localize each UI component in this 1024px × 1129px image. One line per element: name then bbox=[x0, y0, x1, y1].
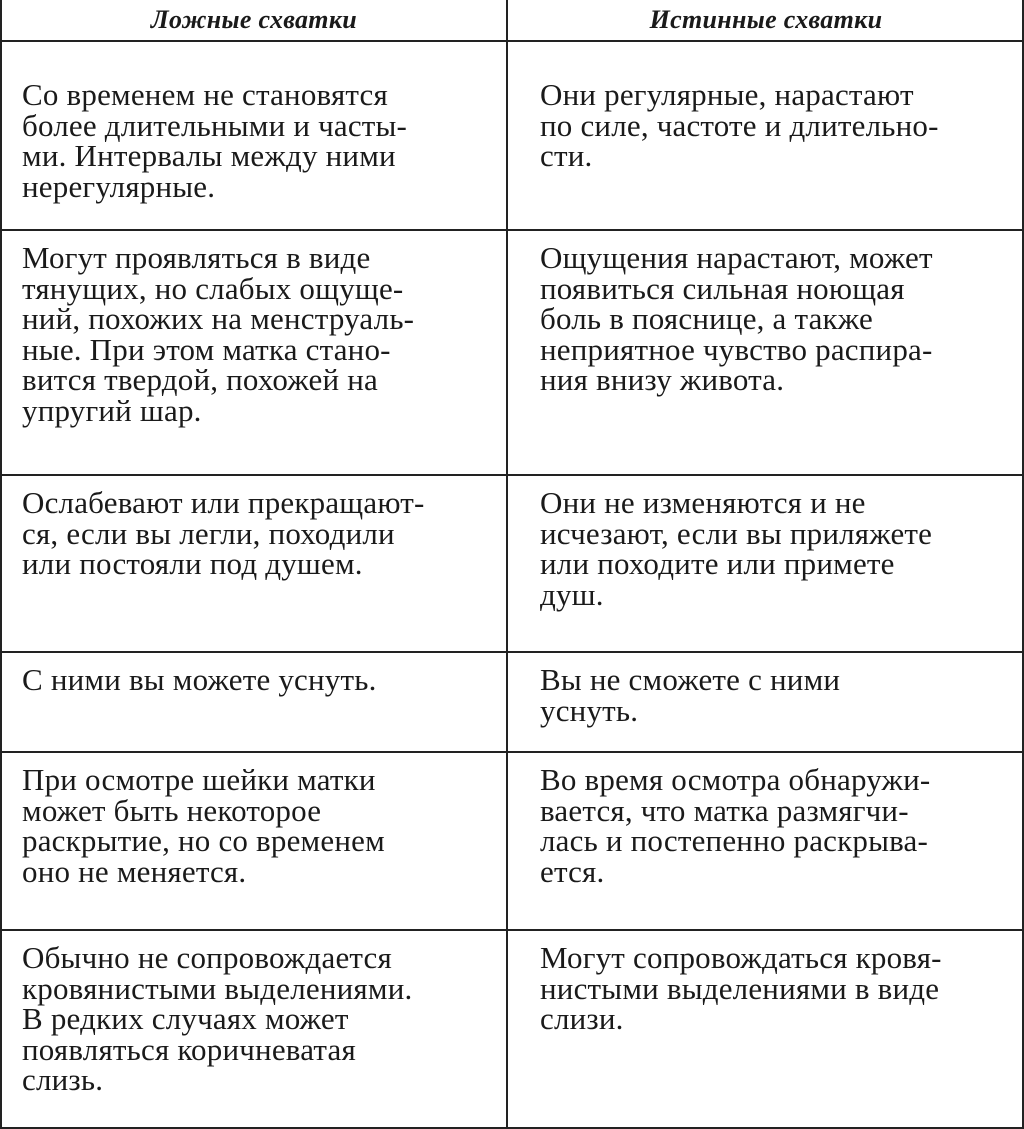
row-3-true: Они не изменяются и не исчезают, если вы приляжете или походите или примете душ. bbox=[508, 476, 1024, 653]
row-6-false: Обычно не сопровождается кровянистыми выделениями. В редких случаях может появляться коричневатая слизь. bbox=[2, 931, 508, 1127]
row-1-true: Они регулярные, нарастают по силе, частоте и длительно- сти. bbox=[508, 42, 1024, 231]
row-3-false: Ослабевают или прекращают- ся, если вы легли, походили или постояли под душем. bbox=[2, 476, 508, 653]
row-1-false: Со временем не становятся более длительными и часты- ми. Интервалы между ними нерегулярные. bbox=[2, 42, 508, 231]
row-4-false: С ними вы можете уснуть. bbox=[2, 653, 508, 753]
row-2-false: Могут проявляться в виде тянущих, но слабых ощуще- ний, похожих на менструаль- ные. При этом матка стано- вится твердой, похожей на упругий шар. bbox=[2, 231, 508, 476]
header-true-contractions: Истинные схватки bbox=[508, 0, 1024, 42]
row-6-true: Могут сопровождаться кровя- нистыми выделениями в виде слизи. bbox=[540, 940, 942, 1036]
row-5-true: Во время осмотра обнаружи- вается, что матка размягчи- лась и постепенно раскрыва- ется. bbox=[508, 753, 1024, 931]
row-4-true: Вы не сможете с ними уснуть. bbox=[508, 653, 1024, 753]
row-5-false: При осмотре шейки матки может быть некоторое раскрытие, но со временем оно не меняется. bbox=[2, 753, 508, 931]
header-false-contractions: Ложные схватки bbox=[2, 0, 508, 42]
row-2-true: Ощущения нарастают, может появиться сильная ноющая боль в пояснице, а также неприятное чувство распира- ния внизу живота. bbox=[508, 231, 1024, 476]
